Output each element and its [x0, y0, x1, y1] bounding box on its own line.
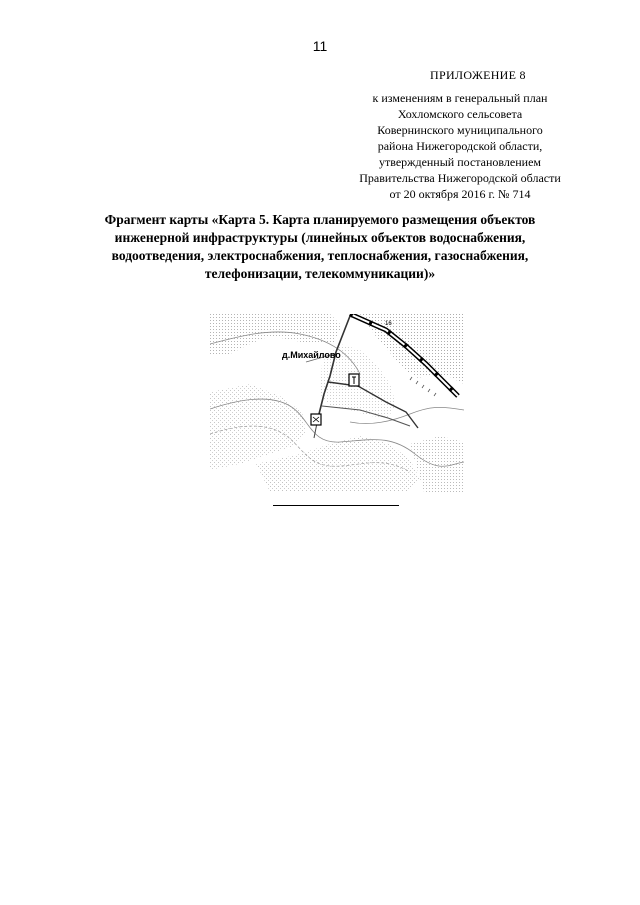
road-ticks [410, 377, 436, 396]
heading-line: телефонизации, телекоммуникации)» [204, 266, 436, 281]
village-label: д.Михайлово [282, 350, 341, 360]
map-fragment [210, 314, 464, 492]
map-svg [210, 314, 464, 492]
appendix-subtitle [340, 90, 580, 202]
appendix-line: от 20 октября 2016 г. № 714 [389, 187, 531, 201]
appendix-line: утвержденный постановлением [379, 155, 541, 169]
heading-line: инженерной инфраструктуры (линейных объектов водоснабжения, [114, 230, 526, 245]
appendix-line: Правительства Нижегородской области [359, 171, 561, 185]
appendix-title: ПРИЛОЖЕНИЕ 8 [430, 68, 526, 82]
appendix-line: к изменениям в генеральный план [372, 91, 548, 105]
page-number: 11 [312, 38, 328, 54]
document-heading [70, 211, 570, 283]
heading-line: Фрагмент карты «Карта 5. Карта планируемого размещения объектов [104, 212, 536, 227]
end-divider [273, 505, 399, 506]
appendix-line: Хохломского сельсовета [397, 107, 523, 121]
heading-line: водоотведения, электроснабжения, теплоснабжения, газоснабжения, [111, 248, 529, 263]
appendix-line: Ковернинского муниципального [377, 123, 543, 137]
road-number-label: 16 [385, 321, 392, 327]
appendix-line: района Нижегородской области, [377, 139, 543, 153]
